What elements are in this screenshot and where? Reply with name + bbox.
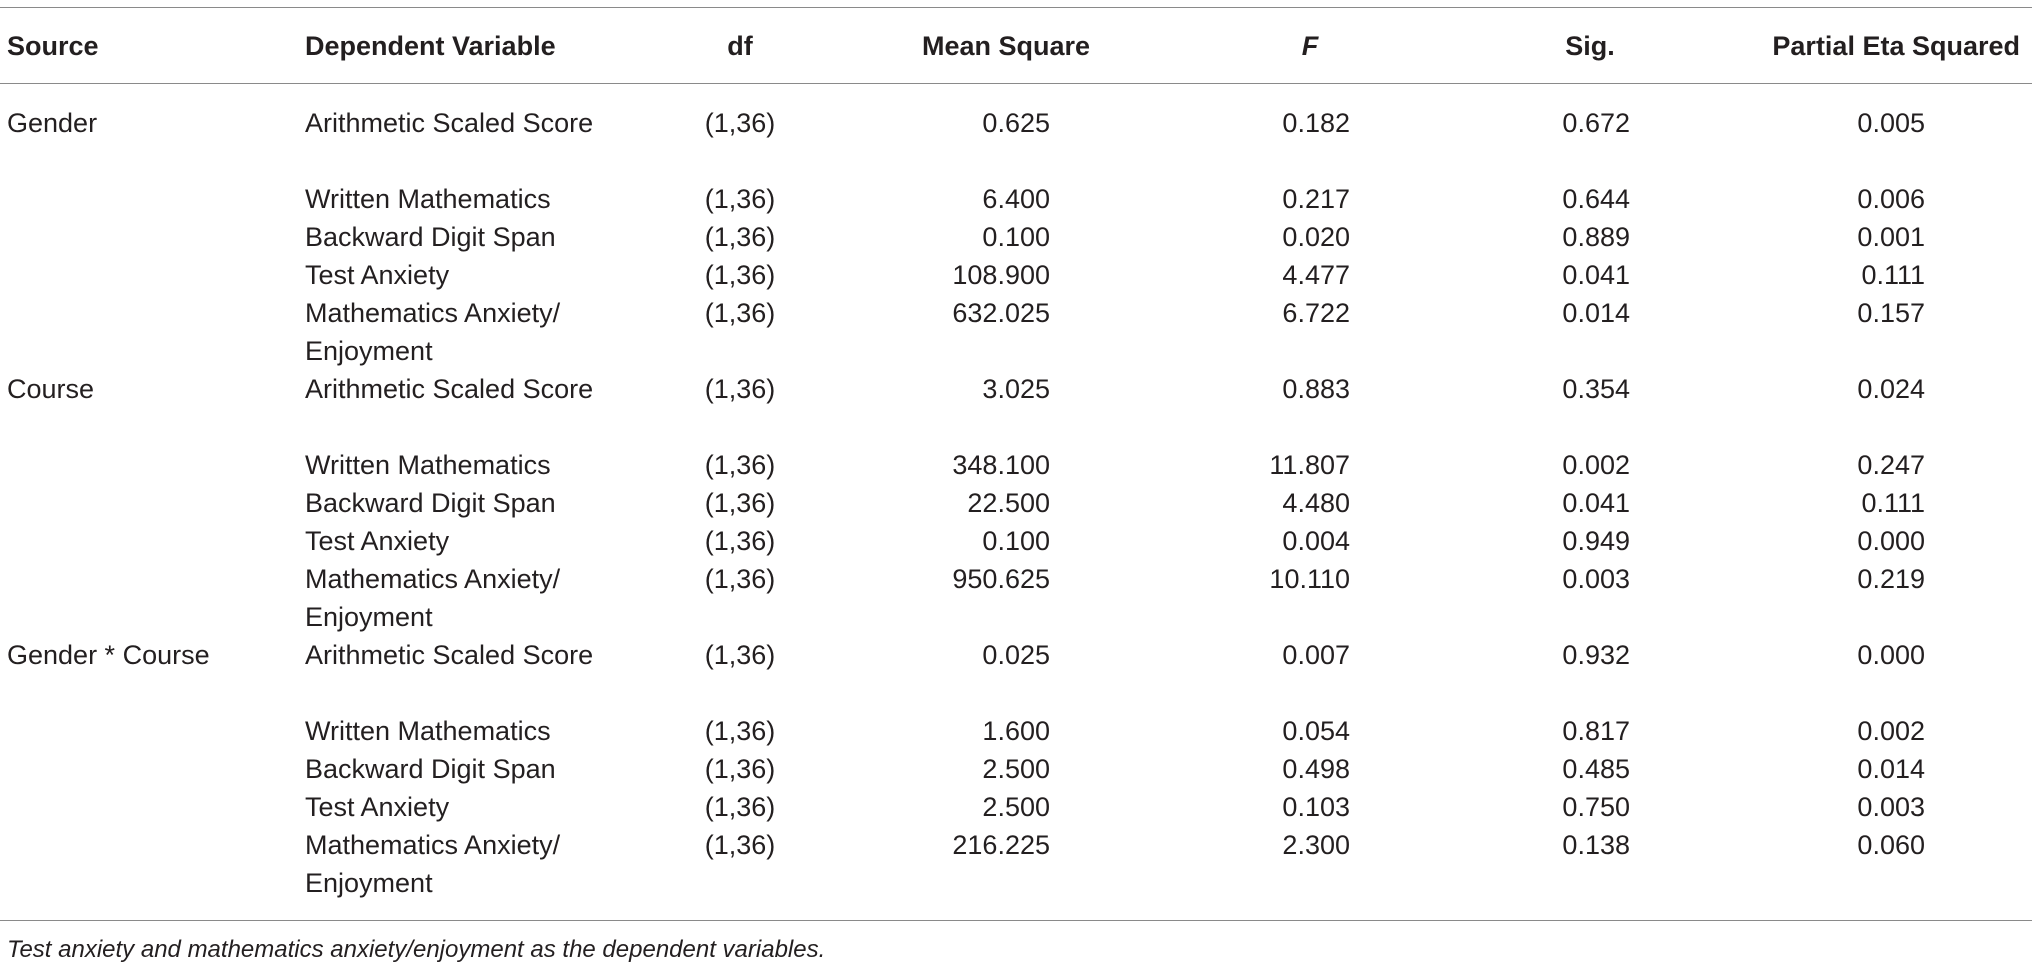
cell-partial-eta-squared: 0.219 (1857, 564, 1925, 594)
cell-sig: 0.672 (1562, 108, 1630, 138)
table-row (0, 484, 2032, 522)
cell-mean-square: 108.900 (952, 260, 1050, 290)
cell-dependent-variable: Written Mathematics (305, 184, 551, 214)
cell-partial-eta-squared: 0.111 (1861, 260, 1925, 290)
cell-f: 0.054 (1282, 716, 1350, 746)
table-body (0, 104, 2032, 902)
table-row (0, 560, 2032, 636)
cell-sig: 0.041 (1562, 260, 1630, 290)
cell-f: 0.182 (1282, 108, 1350, 138)
cell-sig: 0.002 (1562, 450, 1630, 480)
cell-f: 4.477 (1282, 260, 1350, 290)
cell-f: 0.004 (1282, 526, 1350, 556)
cell-f: 0.217 (1282, 184, 1350, 214)
cell-f: 0.883 (1282, 374, 1350, 404)
cell-df: (1,36) (704, 450, 776, 480)
cell-sig: 0.932 (1562, 640, 1630, 670)
cell-df: (1,36) (704, 260, 776, 290)
cell-sig: 0.485 (1562, 754, 1630, 784)
cell-df: (1,36) (704, 754, 776, 784)
cell-sig: 0.041 (1562, 488, 1630, 518)
cell-f: 11.807 (1269, 450, 1350, 480)
cell-df: (1,36) (704, 526, 776, 556)
cell-dependent-variable: Mathematics Anxiety/ Enjoyment (305, 564, 561, 632)
cell-f: 0.007 (1282, 640, 1350, 670)
cell-mean-square: 0.625 (982, 108, 1050, 138)
cell-dependent-variable: Arithmetic Scaled Score (305, 108, 594, 138)
cell-df: (1,36) (704, 184, 776, 214)
cell-mean-square: 6.400 (982, 184, 1050, 214)
cell-mean-square: 950.625 (952, 564, 1050, 594)
cell-partial-eta-squared: 0.014 (1857, 754, 1925, 784)
cell-df: (1,36) (704, 830, 776, 860)
cell-source: Gender (7, 108, 98, 138)
cell-dependent-variable: Arithmetic Scaled Score (305, 374, 594, 404)
cell-mean-square: 0.100 (982, 526, 1050, 556)
cell-sig: 0.644 (1562, 184, 1630, 214)
cell-partial-eta-squared: 0.000 (1857, 526, 1925, 556)
table-row (0, 750, 2032, 788)
cell-dependent-variable: Backward Digit Span (305, 488, 556, 518)
cell-f: 2.300 (1282, 830, 1350, 860)
cell-partial-eta-squared: 0.002 (1857, 716, 1925, 746)
table-row (0, 294, 2032, 370)
cell-sig: 0.949 (1562, 526, 1630, 556)
table-row (0, 104, 2032, 180)
table-row (0, 370, 2032, 446)
cell-dependent-variable: Backward Digit Span (305, 222, 556, 252)
cell-sig: 0.817 (1562, 716, 1630, 746)
table-row (0, 522, 2032, 560)
cell-f: 6.722 (1282, 298, 1350, 328)
cell-source: Course (7, 374, 95, 404)
cell-mean-square: 0.025 (982, 640, 1050, 670)
header-f: F (1301, 31, 1319, 61)
cell-dependent-variable: Written Mathematics (305, 450, 551, 480)
cell-partial-eta-squared: 0.001 (1857, 222, 1925, 252)
cell-sig: 0.014 (1562, 298, 1630, 328)
header-source: Source (7, 31, 99, 61)
top-rule (0, 7, 2032, 8)
cell-partial-eta-squared: 0.247 (1857, 450, 1925, 480)
cell-mean-square: 22.500 (967, 488, 1050, 518)
cell-df: (1,36) (704, 564, 776, 594)
cell-partial-eta-squared: 0.003 (1857, 792, 1925, 822)
cell-partial-eta-squared: 0.060 (1857, 830, 1925, 860)
table-row (0, 636, 2032, 712)
cell-sig: 0.003 (1562, 564, 1630, 594)
cell-df: (1,36) (704, 108, 776, 138)
cell-partial-eta-squared: 0.006 (1857, 184, 1925, 214)
cell-partial-eta-squared: 0.000 (1857, 640, 1925, 670)
cell-mean-square: 3.025 (982, 374, 1050, 404)
cell-dependent-variable: Mathematics Anxiety/ Enjoyment (305, 830, 561, 898)
cell-dependent-variable: Arithmetic Scaled Score (305, 640, 594, 670)
bottom-rule (0, 920, 2032, 921)
cell-f: 4.480 (1282, 488, 1350, 518)
cell-sig: 0.750 (1562, 792, 1630, 822)
header-rule (0, 83, 2032, 84)
cell-dependent-variable: Test Anxiety (305, 260, 450, 290)
header-dependent-variable: Dependent Variable (305, 31, 556, 61)
cell-df: (1,36) (704, 792, 776, 822)
cell-df: (1,36) (704, 298, 776, 328)
cell-partial-eta-squared: 0.157 (1857, 298, 1925, 328)
cell-df: (1,36) (704, 374, 776, 404)
cell-df: (1,36) (704, 716, 776, 746)
header-df: df (727, 31, 753, 61)
cell-dependent-variable: Written Mathematics (305, 716, 551, 746)
table-row (0, 788, 2032, 826)
table-row (0, 712, 2032, 750)
cell-f: 10.110 (1269, 564, 1350, 594)
header-mean-square: Mean Square (921, 31, 1091, 61)
cell-mean-square: 2.500 (982, 754, 1050, 784)
table-row (0, 180, 2032, 218)
cell-dependent-variable: Mathematics Anxiety/ Enjoyment (305, 298, 561, 366)
cell-sig: 0.889 (1562, 222, 1630, 252)
cell-partial-eta-squared: 0.111 (1861, 488, 1925, 518)
cell-df: (1,36) (704, 222, 776, 252)
cell-dependent-variable: Test Anxiety (305, 526, 450, 556)
cell-mean-square: 1.600 (982, 716, 1050, 746)
cell-f: 0.498 (1282, 754, 1350, 784)
table-row (0, 256, 2032, 294)
cell-f: 0.020 (1282, 222, 1350, 252)
table-row (0, 826, 2032, 902)
cell-partial-eta-squared: 0.005 (1857, 108, 1925, 138)
table-row (0, 446, 2032, 484)
table-header (0, 26, 2032, 66)
cell-df: (1,36) (704, 640, 776, 670)
cell-mean-square: 2.500 (982, 792, 1050, 822)
cell-dependent-variable: Backward Digit Span (305, 754, 556, 784)
header-partial-eta-squared: Partial Eta Squared (1772, 31, 2020, 61)
cell-df: (1,36) (704, 488, 776, 518)
cell-dependent-variable: Test Anxiety (305, 792, 450, 822)
cell-mean-square: 216.225 (952, 830, 1050, 860)
cell-mean-square: 0.100 (982, 222, 1050, 252)
cell-partial-eta-squared: 0.024 (1857, 374, 1925, 404)
cell-mean-square: 348.100 (952, 450, 1050, 480)
table-row (0, 218, 2032, 256)
cell-mean-square: 632.025 (952, 298, 1050, 328)
cell-sig: 0.354 (1562, 374, 1630, 404)
header-sig: Sig. (1565, 31, 1615, 61)
cell-f: 0.103 (1282, 792, 1350, 822)
cell-source: Gender * Course (7, 640, 210, 670)
table-footnote: Test anxiety and mathematics anxiety/enjoyment as the dependent variables. (7, 936, 826, 963)
cell-sig: 0.138 (1562, 830, 1630, 860)
